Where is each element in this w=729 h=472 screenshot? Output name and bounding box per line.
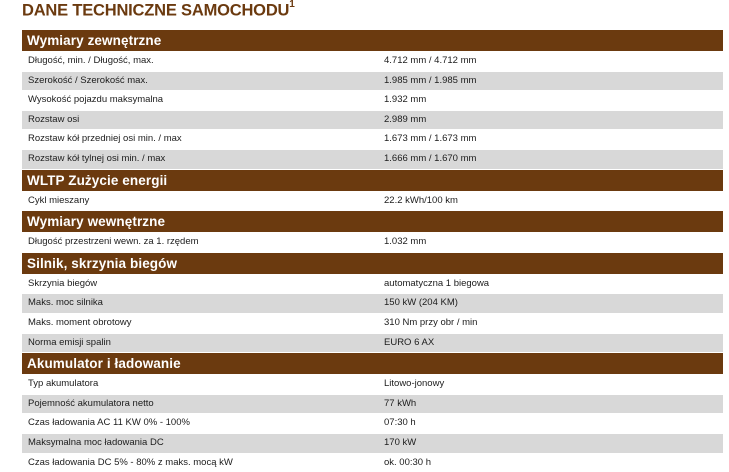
table-row [22,274,723,294]
table-row [22,232,723,252]
spec-table [22,29,723,472]
table-row [22,374,723,394]
table-row [22,90,723,110]
row-label: Długość, min. / Długość, max. [22,52,376,71]
table-row [22,51,723,71]
table-row [22,313,723,333]
row-value: 1.985 mm / 1.985 mm [376,72,723,91]
table-row [22,149,723,169]
section-header-interior-dimensions: Wymiary wewnętrzne [22,210,723,232]
section-header-battery-charging: Akumulator i ładowanie [22,352,723,374]
table-row [22,453,723,472]
row-value: 77 kWh [376,395,723,414]
row-label: Pojemność akumulatora netto [22,395,376,414]
table-row [22,413,723,433]
page-title [22,1,295,21]
table-row [22,191,723,211]
page-title-text: DANE TECHNICZNE SAMOCHODU [22,2,289,20]
table-row [22,293,723,313]
row-value: 4.712 mm / 4.712 mm [376,52,723,71]
row-label: Skrzynia biegów [22,275,376,294]
row-value: 1.666 mm / 1.670 mm [376,150,723,169]
row-label: Cykl mieszany [22,192,376,211]
row-label: Maks. moment obrotowy [22,314,376,333]
table-row [22,333,723,353]
row-label: Maks. moc silnika [22,294,376,313]
row-label: Czas ładowania AC 11 KW 0% - 100% [22,414,376,433]
title-footnote: 1 [289,0,294,10]
section-header-engine-gearbox: Silnik, skrzynia biegów [22,252,723,274]
table-row [22,394,723,414]
row-label: Wysokość pojazdu maksymalna [22,91,376,110]
row-value: automatyczna 1 biegowa [376,275,723,294]
row-value: 1.673 mm / 1.673 mm [376,130,723,149]
row-value: 2.989 mm [376,111,723,130]
row-value: 170 kW [376,434,723,453]
table-row [22,110,723,130]
table-row [22,129,723,149]
row-label: Rozstaw kół tylnej osi min. / max [22,150,376,169]
row-value: 150 kW (204 KM) [376,294,723,313]
table-row [22,71,723,91]
row-value: 07:30 h [376,414,723,433]
table-row [22,433,723,453]
section-header-exterior-dimensions: Wymiary zewnętrzne [22,29,723,51]
row-label: Maksymalna moc ładowania DC [22,434,376,453]
row-label: Norma emisji spalin [22,334,376,353]
row-label: Typ akumulatora [22,375,376,394]
row-label: Rozstaw kół przedniej osi min. / max [22,130,376,149]
row-label: Czas ładowania DC 5% - 80% z maks. mocą kW [22,454,376,472]
row-value: 22.2 kWh/100 km [376,192,723,211]
row-value: EURO 6 AX [376,334,723,353]
row-value: ok. 00:30 h [376,454,723,472]
row-label: Rozstaw osi [22,111,376,130]
row-label: Szerokość / Szerokość max. [22,72,376,91]
row-value: 1.032 mm [376,233,723,252]
row-value: Litowo-jonowy [376,375,723,394]
section-header-wltp-energy: WLTP Zużycie energii [22,169,723,191]
row-label: Długość przestrzeni wewn. za 1. rzędem [22,233,376,252]
row-value: 310 Nm przy obr / min [376,314,723,333]
row-value: 1.932 mm [376,91,723,110]
